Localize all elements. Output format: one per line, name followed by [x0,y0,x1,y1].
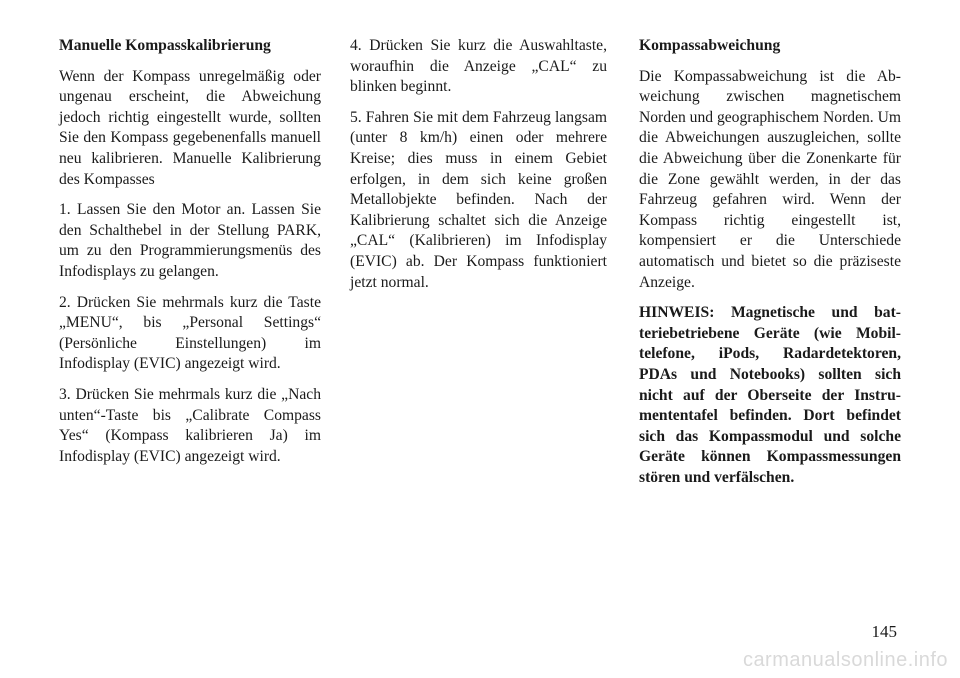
column-2 [350,36,607,303]
variance-paragraph: Die Kompassabweichung ist die Abweichung zwischen magnetischem Norden und geographischem Norden. Um die Abweichungen auszugleichen, sollte die Abweichung über die Zonenkarte für die Zone gewählt werden, in der das Fahrzeug gefahren wird. Wenn der Kompass richtig eingestellt ist, kompensiert er die Unterschiede automatisch und bietet so die präziseste Anzeige. [639,67,901,291]
column-1 [59,36,321,477]
section-heading-compass-variance: Kompassabweichung [639,37,781,54]
step-1-paragraph: 1. Lassen Sie den Motor an. Lassen Sie den Schalthebel in der Stellung PARK, um zu den Programmierungsmenüs des Infodisplays zu gelangen. [59,201,321,280]
step-3-paragraph: 3. Drücken Sie mehrmals kurz die „Nach unten“-Taste bis „Calibrate Compass Yes“ (Kompass kalibrieren Ja) im Infodisplay (EVIC) angezeigt wird. [59,385,321,465]
step-4-paragraph: 4. Drücken Sie kurz die Auswahltaste, woraufhin die Anzeige „CAL“ zu blinken beginnt. [350,37,607,96]
watermark-text: carmanualsonline.info [742,649,948,671]
note-paragraph: HINWEIS: Magnetische und batteriebetriebene Geräte (wie Mobiltelefone, iPods, Radardetektoren, PDAs und Notebooks) sollten sich nicht auf der Oberseite der Instrumententafel befinden. Dort befindet sich das Kompassmodul und solche Geräte können Kompassmessungen stören und verfälschen. [639,304,901,486]
step-2-paragraph: 2. Drücken Sie mehrmals kurz die Taste „MENU“, bis „Personal Settings“ (Persönliche Einstellungen) im Infodisplay (EVIC) angezeigt wird. [59,293,321,373]
column-3 [639,36,901,498]
page-number: 145 [871,622,897,641]
intro-paragraph: Wenn der Kompass unregelmäßig oder ungenau erscheint, die Abweichung jedoch richtig eingestellt wurde, sollten Sie den Kompass gegebenenfalls manuell neu kalibrieren. Manuelle Kalibrierung des Kompasses [59,67,321,188]
section-heading-manual-calibration: Manuelle Kompasskalibrierung [59,37,271,54]
step-5-paragraph: 5. Fahren Sie mit dem Fahrzeug langsam (unter 8 km/h) einen oder mehrere Kreise; dies muss in einem Gebiet erfolgen, in dem sich keine großen Metallobjekte befinden. Nach der Kalibrierung schaltet sich die Anzeige „CAL“ (Kalibrieren) im Infodisplay (EVIC) ab. Der Kompass funktioniert jetzt normal. [350,108,607,291]
